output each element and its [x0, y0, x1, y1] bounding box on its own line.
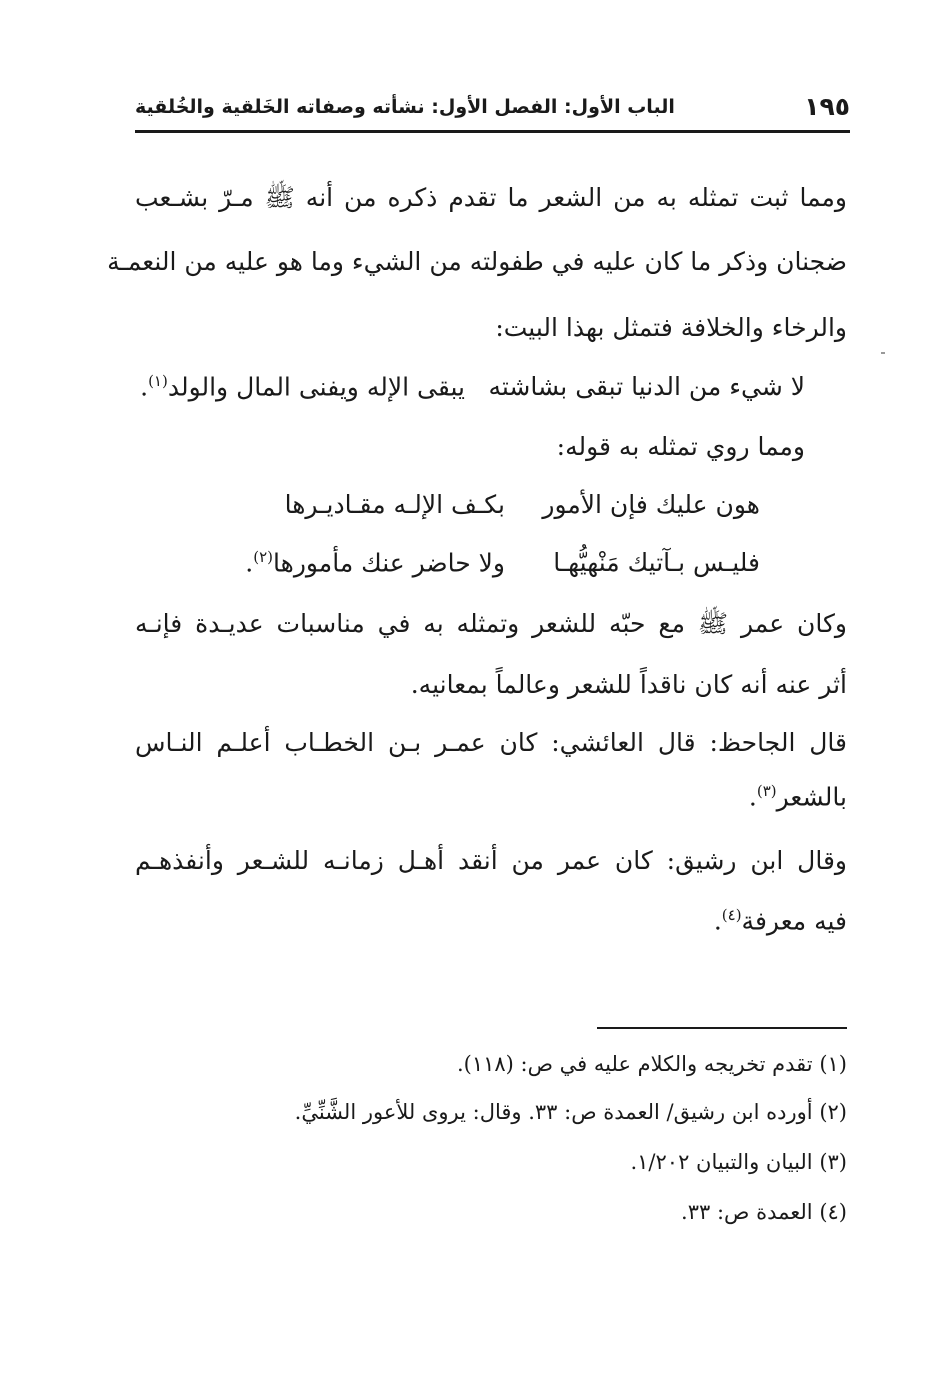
- header-rule: [135, 130, 850, 133]
- paragraph-5-line-2: فيه معرفة$^{(٤)}$.: [713, 906, 847, 936]
- paragraph-3-line-1: وكان عمر ﷺ مع حبّه للشعر وتمثله به في مناسبات عديـدة فإنـه: [135, 609, 847, 638]
- footnote-3: (٣) البيان والتبيان ١/٢٠٢.: [630, 1150, 847, 1174]
- paragraph-3-line-2: أثر عنه أنه كان ناقداً للشعر وعالماً بمعانيه.: [410, 670, 847, 699]
- footnote-1: (١) تقدم تخريجه والكلام عليه في ص: (١١٨).: [456, 1052, 847, 1076]
- verse-1-second-hemistich: يبقى الإله ويفنى المال والولد$^{(١)}$.: [140, 372, 465, 402]
- paragraph-2-line-1: ومما روي تمثله به قوله:: [556, 432, 805, 461]
- verse-2-first-hemistich: هون عليك فإن الأمور: [542, 490, 760, 519]
- page-number: ١٩٥: [804, 92, 850, 121]
- paragraph-4-line-2-text: بالشعر: [776, 782, 847, 812]
- paragraph-5-line-2-text: فيه معرفة: [741, 906, 847, 936]
- paragraph-1-line-2: ضجنان وذكر ما كان عليه في طفولته من الشيء وما هو عليه من النعمـة: [107, 247, 847, 276]
- footnote-2: (٢) أورده ابن رشيق/ العمدة ص: ٣٣. وقال: يروى للأعور الشَّنِّيِّ.: [294, 1100, 847, 1124]
- verse-3-second-hemistich: ولا حاضر عنك مأمورها$^{(٢)}$.: [245, 548, 505, 578]
- footnote-ref-2: (٢): [253, 548, 274, 566]
- paragraph-1-line-1: ومما ثبت تمثله به من الشعر ما تقدم ذكره من أنه ﷺ مـرّ بشـعب: [135, 183, 847, 212]
- chapter-title: الباب الأول: الفصل الأول: نشأته وصفاته الخَلقية والخُلقية: [135, 96, 675, 118]
- paragraph-1-line-3: والرخاء والخلافة فتمثل بهذا البيت:: [495, 313, 847, 342]
- verse-1-first-hemistich: لا شيء من الدنيا تبقى بشاشته: [488, 372, 805, 401]
- footnote-ref-3: (٣): [756, 782, 777, 800]
- verse-3-second-text: ولا حاضر عنك مأمورها: [273, 548, 505, 578]
- paragraph-5-line-1: وقال ابن رشيق: كان عمر من أنقد أهـل زمانـه للشـعر وأنفذهـم: [135, 846, 847, 875]
- footnote-separator: [597, 1027, 847, 1029]
- footnote-4: (٤) العمدة ص: ٣٣.: [681, 1200, 847, 1224]
- verse-2-second-hemistich: بكـف الإلـه مقـاديـرها: [284, 490, 505, 519]
- verse-3-first-hemistich: فليـس بـآتيك مَنْهيُّهـا: [553, 548, 760, 577]
- running-header: [135, 92, 850, 132]
- paragraph-4-line-1: قال الجاحظ: قال العائشي: كان عمـر بـن الخطـاب أعلـم النـاس: [135, 728, 847, 757]
- margin-mark: [881, 352, 885, 354]
- footnote-ref-4: (٤): [721, 906, 742, 924]
- footnote-ref-1: (١): [148, 372, 168, 390]
- paragraph-4-line-2: بالشعر$^{(٣)}$.: [748, 782, 847, 812]
- verse-1-second-text: يبقى الإله ويفنى المال والولد: [167, 372, 465, 402]
